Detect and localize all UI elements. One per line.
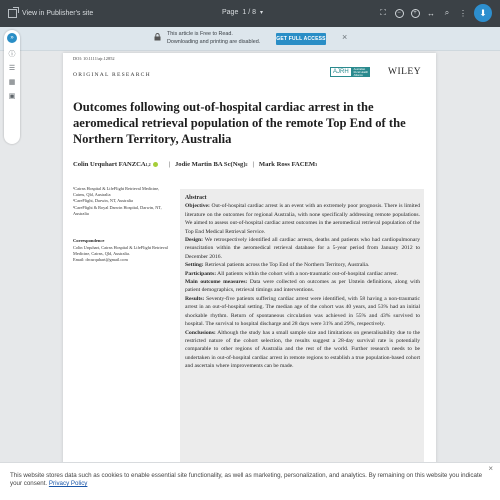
- affiliation-2: ²CareFlight, Darwin, NT, Australia: [73, 198, 133, 204]
- correspondence: [73, 245, 171, 264]
- view-in-publisher-label: View in Publisher's site: [22, 10, 94, 17]
- download-icon[interactable]: ⬇: [474, 4, 492, 22]
- publisher-logo: WILEY: [388, 67, 422, 77]
- abstract-box: [180, 189, 424, 500]
- chevron-down-icon[interactable]: ▾: [259, 10, 263, 16]
- author-list: [73, 161, 317, 168]
- author-2-affil: 2: [245, 162, 248, 167]
- orcid-icon[interactable]: [153, 162, 158, 167]
- pdf-page: [63, 53, 436, 500]
- get-full-access-button[interactable]: GET FULL ACCESS: [276, 33, 326, 45]
- zoom-out-icon[interactable]: −: [394, 8, 404, 18]
- viewer-toolbar: [0, 0, 500, 27]
- info-icon[interactable]: ⓘ: [8, 50, 16, 58]
- page-indicator: [222, 9, 263, 16]
- abstract-objective: Objective: Out-of-hospital cardiac arrest is an event with an extremely poor prognosis. There is limited literature on the outcomes for regional Australia, with none specifically addressing remote populations. We aimed to assess out-of-hospital cardiac arrest outcomes in the aeromedical retrieval population of the Top End Medical Retrieval Service.: [185, 203, 420, 235]
- author-separator: |: [168, 161, 170, 168]
- correspondence-email: Email: drcurquhart@gmail.com: [73, 257, 128, 263]
- author-separator: |: [252, 161, 254, 168]
- affiliation-3: ³CareFlight & Royal Darwin Hospital, Darwin, NT, Australia: [73, 204, 162, 216]
- correspondence-address: Colin Urquhart, Cairns Hospital & LifeFlight Retrieval Medicine, Cairns, Qld, Australia.: [73, 245, 168, 257]
- page-label: Page: [222, 9, 239, 16]
- close-icon[interactable]: ×: [488, 464, 493, 473]
- author-1-affil: 1,2: [145, 162, 151, 167]
- notice-line-1: This article is Free to Read.: [167, 31, 233, 37]
- cookie-text: This website stores data such as cookies to enable essential site functionality, as well as marketing, personalization, and analytics. By remaining on this website you indicate your consent.: [10, 472, 483, 487]
- lock-icon: [154, 33, 161, 41]
- abstract-results: Results: Seventy-five patients suffering cardiac arrest were identified, with 58 having a non-traumatic arrest in an out-of-hospital setting. The median age of the cohort was 40 years, and 53% had an initial shockable rhythm. Return of spontaneous circulation was achieved in 55% and 43% survived to hospital. The survival to hospital discharge and 28 days were 31% and 29%, respectively.: [185, 295, 420, 328]
- table-icon[interactable]: ▦: [8, 78, 16, 86]
- toolbar-actions: [378, 4, 492, 22]
- view-in-publisher-link[interactable]: [8, 9, 93, 18]
- doi-text: DOI: 10.1111/ajr.12852: [73, 56, 115, 61]
- external-link-icon: [8, 9, 17, 18]
- abstract-participants: Participants: All patients within the cohort with a non-traumatic out-of-hospital cardiac arrest.: [185, 270, 399, 277]
- ajrh-logo-text: AJRH: [330, 67, 352, 77]
- section-label: ORIGINAL RESEARCH: [73, 72, 151, 78]
- privacy-policy-link[interactable]: Privacy Policy: [48, 480, 88, 487]
- image-icon[interactable]: ▣: [8, 92, 16, 100]
- search-icon[interactable]: ⌕: [444, 8, 450, 17]
- ajrh-logo: [330, 67, 370, 77]
- correspondence-heading: Correspondence: [73, 238, 105, 243]
- paper-title: Outcomes following out-of-hospital cardiac arrest in the aeromedical retrieval population of the remote Top End of the Northern Territory, Australia: [73, 100, 406, 146]
- author-2: Jodie Martin BA Sc(Nsg): [175, 161, 246, 168]
- abstract-heading: Abstract: [185, 195, 207, 201]
- fullscreen-icon[interactable]: ⛶: [380, 8, 386, 17]
- fit-width-icon[interactable]: ↔: [427, 8, 435, 18]
- expand-sidebar-icon[interactable]: »: [7, 33, 17, 43]
- access-notice-bar: [0, 27, 500, 51]
- zoom-in-icon[interactable]: +: [410, 8, 420, 18]
- access-notice-text: [167, 31, 260, 46]
- author-1: Colin Urquhart FANZCA: [73, 161, 146, 168]
- cookie-banner: [0, 462, 500, 500]
- abstract-measures: Main outcome measures: Data were collected on outcomes as per Utstein definitions, along with patient demographics, retrieval timings and interventions.: [185, 279, 420, 294]
- abstract-conclusions: Conclusions: Although the study has a small sample size and limitations on generalisability due to the restricted nature of the cohort selection, the results suggest a 28-day survival rate is potentially comparable to other regions of Australia and the rest of the world. Further research needs to be undertaken in out-of-hospital cardiac arrest in remote regions to establish a true population-based cohort and ascertain where improvements can be made.: [185, 329, 420, 370]
- abstract-setting: Setting: Retrieval patients across the Top End of the Northern Territory, Australia.: [185, 262, 370, 269]
- page-value[interactable]: 1 / 8: [242, 9, 256, 16]
- notice-line-2: Downloading and printing are disabled.: [167, 38, 261, 45]
- ajrh-logo-subtitle: Australian Rural Health Alliance: [353, 67, 369, 77]
- left-sidebar-rail: [4, 30, 20, 144]
- author-3: Mark Ross FACEM: [258, 161, 316, 168]
- affiliations: [73, 186, 171, 217]
- affiliation-1: ¹Cairns Hospital & LifeFlight Retrieval Medicine, Cairns, Qld, Australia: [73, 186, 160, 198]
- abstract-design: Design: We retrospectively identified all cardiac arrests, deaths and patients who had cardiopulmonary resuscitation within the aeromedical retrieval database for a 5-year period from January 2012 to December 2016.: [185, 237, 420, 260]
- author-3-affil: 3: [315, 162, 318, 167]
- more-options-icon[interactable]: ⋮: [459, 8, 467, 18]
- list-icon[interactable]: ☰: [8, 64, 16, 72]
- close-icon[interactable]: ×: [342, 32, 348, 42]
